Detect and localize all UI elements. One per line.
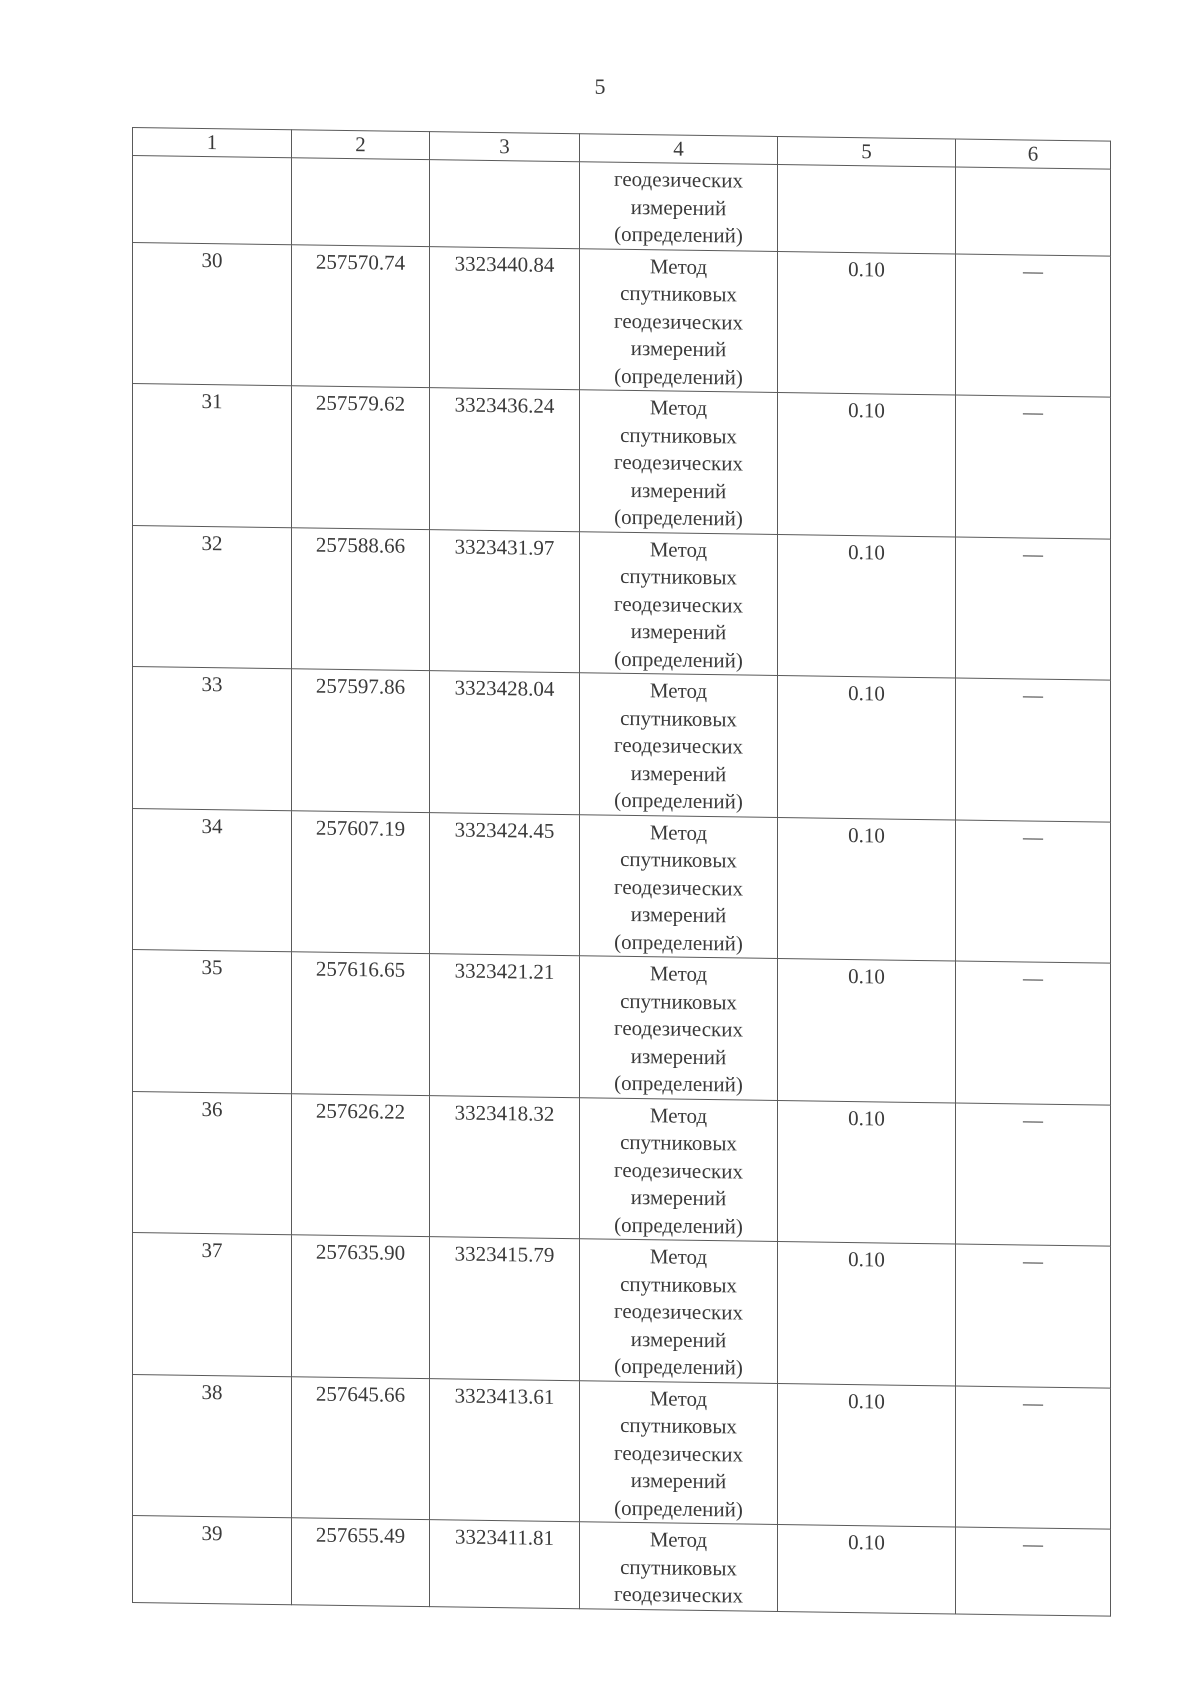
method-line: измерений xyxy=(630,760,727,786)
note-cell: — xyxy=(956,1244,1111,1388)
x-coordinate-cell: 257579.62 xyxy=(292,386,430,529)
point-number-cell: 38 xyxy=(133,1374,292,1518)
y-coordinate-cell: 3323424.45 xyxy=(430,812,580,956)
method-line: Метод xyxy=(649,1527,708,1553)
y-coordinate-cell: 3323413.61 xyxy=(430,1378,580,1522)
note-cell: — xyxy=(956,961,1111,1105)
accuracy-cell: 0.10 xyxy=(778,676,956,820)
x-coordinate-cell xyxy=(292,158,430,246)
accuracy-cell: 0.10 xyxy=(778,1242,956,1386)
accuracy-cell xyxy=(778,165,956,254)
table-row xyxy=(133,242,1111,397)
accuracy-cell: 0.10 xyxy=(778,251,956,395)
point-number-cell: 36 xyxy=(133,1091,292,1235)
method-line: геодезических xyxy=(613,874,743,901)
method-line: Метод xyxy=(649,253,708,279)
y-coordinate-cell: 3323415.79 xyxy=(430,1237,580,1381)
method-line: спутниковых xyxy=(620,422,737,448)
method-line: Метод xyxy=(649,678,708,704)
point-number-cell: 30 xyxy=(133,242,292,386)
method-line: измерений xyxy=(630,1326,727,1352)
method-line: измерений xyxy=(630,1184,727,1211)
method-line: геодезических xyxy=(613,1440,743,1467)
method-line: измерений xyxy=(630,1043,727,1069)
page-number: 5 xyxy=(594,74,606,99)
header-cell-2: 2 xyxy=(292,130,430,160)
method-line: геодезических xyxy=(613,449,743,476)
method-line: измерений xyxy=(630,618,727,645)
method-cell xyxy=(580,248,778,392)
accuracy-cell: 0.10 xyxy=(778,1525,956,1614)
table-row xyxy=(133,1516,1111,1616)
method-line: измерений xyxy=(630,1467,727,1494)
x-coordinate-cell: 257645.66 xyxy=(292,1376,430,1519)
point-number-cell: 31 xyxy=(133,384,292,528)
method-line: геодезических xyxy=(613,591,743,618)
x-coordinate-cell: 257616.65 xyxy=(292,952,430,1095)
method-cell xyxy=(580,390,778,534)
table-row xyxy=(133,808,1111,963)
method-cell xyxy=(580,673,778,817)
method-line: спутниковых xyxy=(620,1554,737,1580)
method-line: (определений) xyxy=(614,646,743,673)
point-number-cell xyxy=(133,156,292,245)
method-line: Метод xyxy=(649,1244,708,1270)
method-line: Метод xyxy=(649,395,708,421)
method-line: спутниковых xyxy=(620,1271,737,1297)
x-coordinate-cell: 257607.19 xyxy=(292,810,430,953)
header-cell-6: 6 xyxy=(956,139,1111,169)
note-cell: — xyxy=(956,1102,1111,1246)
table-row xyxy=(133,1233,1111,1388)
method-line: (определений) xyxy=(614,504,743,531)
point-number-cell: 39 xyxy=(133,1516,292,1605)
method-line: спутниковых xyxy=(620,280,737,307)
method-line: геодезических xyxy=(613,732,743,759)
method-line: (определений) xyxy=(614,929,743,956)
method-cell xyxy=(580,162,778,251)
method-line: измерений xyxy=(630,194,727,220)
method-line: спутниковых xyxy=(620,846,737,873)
method-line: Метод xyxy=(649,1102,708,1128)
y-coordinate-cell: 3323421.21 xyxy=(430,954,580,1098)
y-coordinate-cell: 3323411.81 xyxy=(430,1520,580,1609)
x-coordinate-cell: 257626.22 xyxy=(292,1093,430,1236)
method-line: (определений) xyxy=(614,363,743,390)
table-row xyxy=(133,1374,1111,1529)
point-number-cell: 37 xyxy=(133,1233,292,1377)
method-line: измерений xyxy=(630,335,727,362)
method-line: геодезических xyxy=(613,1157,743,1184)
table-row xyxy=(133,1091,1111,1246)
continuation-row xyxy=(133,156,1111,256)
method-line: (определений) xyxy=(614,1212,743,1239)
table-row xyxy=(133,667,1111,822)
accuracy-cell: 0.10 xyxy=(778,817,956,961)
method-line: (определений) xyxy=(614,1353,743,1380)
x-coordinate-cell: 257570.74 xyxy=(292,244,430,387)
x-coordinate-cell: 257655.49 xyxy=(292,1518,430,1606)
note-cell xyxy=(956,167,1111,256)
x-coordinate-cell: 257597.86 xyxy=(292,669,430,812)
method-cell xyxy=(580,1097,778,1241)
note-cell: — xyxy=(956,1527,1111,1616)
method-line: спутниковых xyxy=(620,563,737,590)
method-line: геодезических xyxy=(613,1298,743,1325)
method-cell xyxy=(580,531,778,675)
header-cell-1: 1 xyxy=(133,128,292,158)
table-row xyxy=(133,950,1111,1105)
method-line: (определений) xyxy=(614,787,743,814)
y-coordinate-cell: 3323418.32 xyxy=(430,1095,580,1239)
note-cell: — xyxy=(956,819,1111,963)
method-line: Метод xyxy=(649,536,708,562)
y-coordinate-cell xyxy=(430,160,580,249)
x-coordinate-cell: 257588.66 xyxy=(292,527,430,670)
header-cell-5: 5 xyxy=(778,137,956,167)
method-cell xyxy=(580,1522,778,1611)
method-cell xyxy=(580,956,778,1100)
accuracy-cell: 0.10 xyxy=(778,959,956,1103)
accuracy-cell: 0.10 xyxy=(778,393,956,537)
method-line: геодезических xyxy=(613,166,743,193)
y-coordinate-cell: 3323440.84 xyxy=(430,246,580,390)
method-line: Метод xyxy=(649,961,708,987)
point-number-cell: 33 xyxy=(133,667,292,811)
method-line: спутниковых xyxy=(620,705,737,731)
accuracy-cell: 0.10 xyxy=(778,1383,956,1527)
method-line: (определений) xyxy=(614,221,743,248)
accuracy-cell: 0.10 xyxy=(778,534,956,678)
table-row xyxy=(133,384,1111,539)
header-cell-4: 4 xyxy=(580,134,778,165)
note-cell: — xyxy=(956,395,1111,539)
method-line: спутниковых xyxy=(620,1412,737,1439)
point-number-cell: 35 xyxy=(133,950,292,1094)
method-cell xyxy=(580,1380,778,1524)
y-coordinate-cell: 3323428.04 xyxy=(430,671,580,815)
header-cell-3: 3 xyxy=(430,132,580,162)
note-cell: — xyxy=(956,536,1111,680)
method-line: спутниковых xyxy=(620,1129,737,1156)
y-coordinate-cell: 3323431.97 xyxy=(430,529,580,673)
method-line: (определений) xyxy=(614,1070,743,1097)
method-line: спутниковых xyxy=(620,988,737,1014)
accuracy-cell: 0.10 xyxy=(778,1100,956,1244)
method-line: Метод xyxy=(649,1385,708,1411)
note-cell: — xyxy=(956,678,1111,822)
table-row xyxy=(133,525,1111,680)
method-cell xyxy=(580,814,778,958)
method-line: геодезических xyxy=(613,308,743,335)
y-coordinate-cell: 3323436.24 xyxy=(430,388,580,532)
x-coordinate-cell: 257635.90 xyxy=(292,1235,430,1378)
method-line: Метод xyxy=(649,819,708,845)
method-line: геодезических xyxy=(613,1581,743,1608)
method-cell xyxy=(580,1239,778,1383)
note-cell: — xyxy=(956,253,1111,397)
point-number-cell: 34 xyxy=(133,808,292,952)
coordinates-table xyxy=(132,127,1111,1616)
method-line: измерений xyxy=(630,477,727,503)
note-cell: — xyxy=(956,1385,1111,1529)
point-number-cell: 32 xyxy=(133,525,292,669)
method-line: геодезических xyxy=(613,1015,743,1042)
table-body xyxy=(133,128,1111,1616)
method-line: (определений) xyxy=(614,1495,743,1522)
method-line: измерений xyxy=(630,901,727,928)
